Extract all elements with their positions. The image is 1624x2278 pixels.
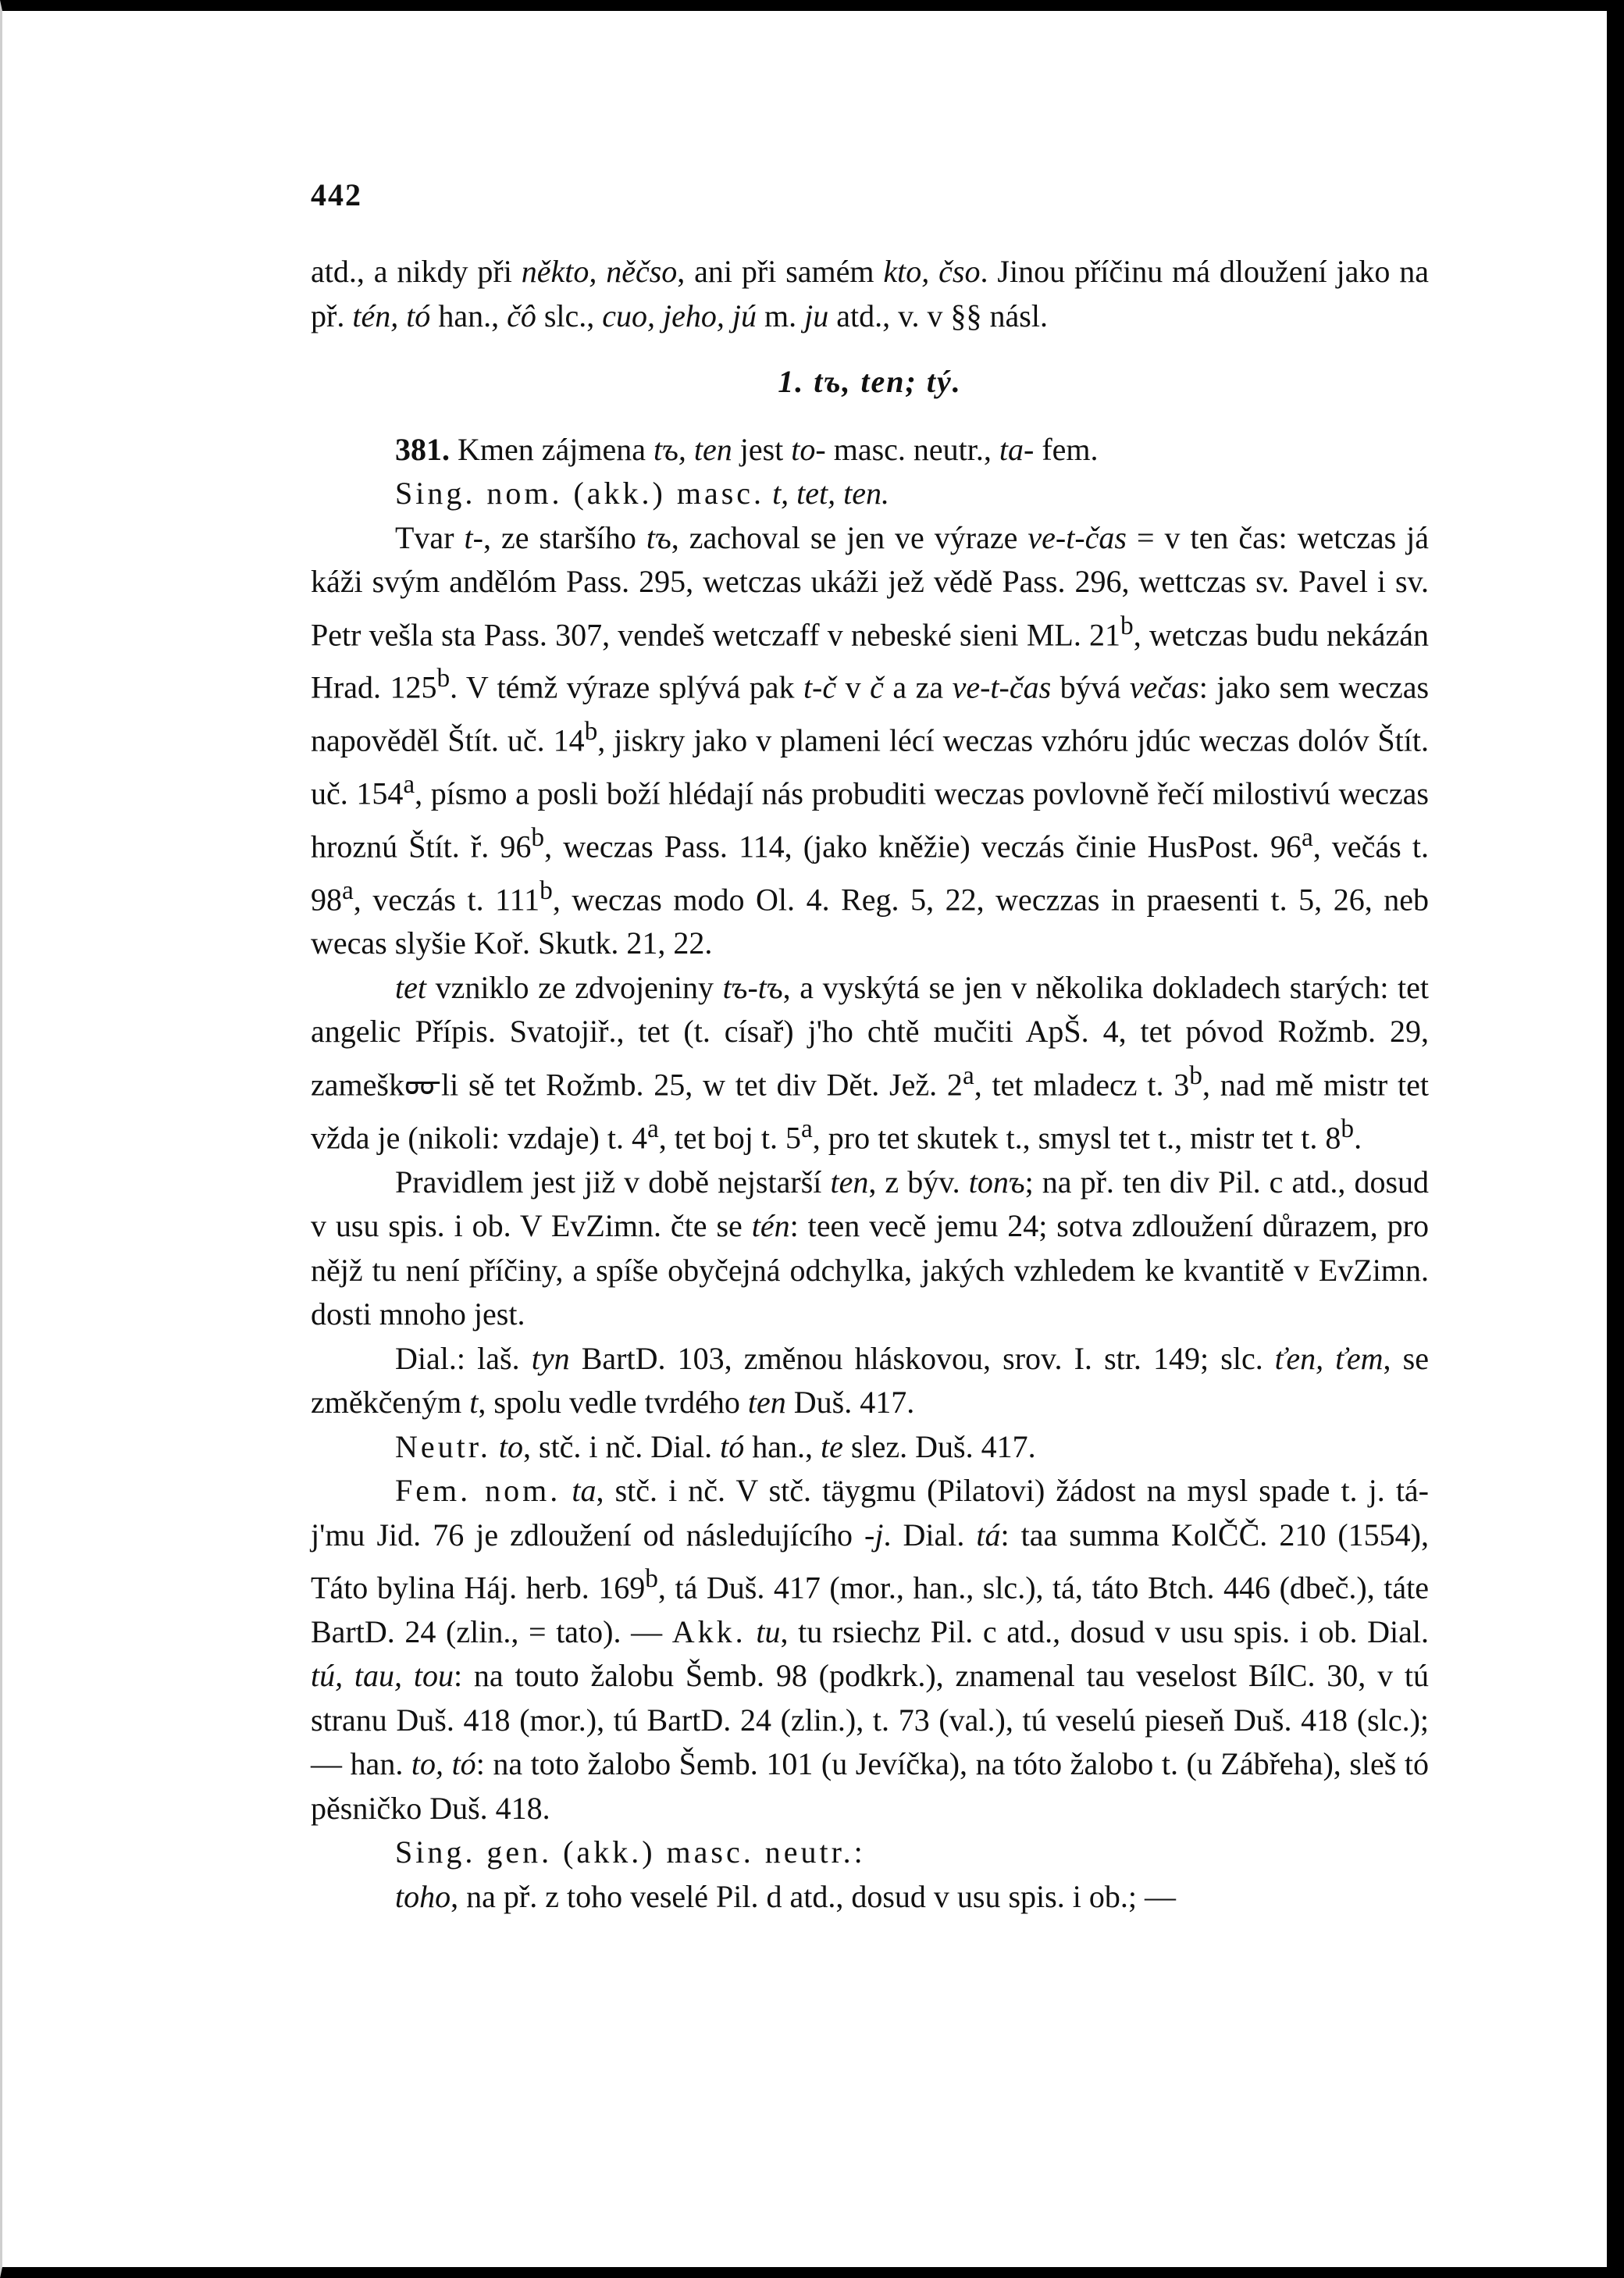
paragraph-continuation: atd., a nikdy při někto, něčso, ani při samém kto, čso. Jinou příčinu má dloužení jako na př. tén, tó han., čô slc., cuo, jeho, jú m. ju atd., v. v §§ násl. (311, 254, 1429, 333)
paragraph: Pravidlem jest již v době nejstarší ten, z býv. tonъ; na př. ten div Pil. c atd., dosud v usu spis. i ob. V EvZimn. čte se tén: teen vecě jemu 24; sotva zdloužení důrazem, pro nějž tu není příčiny, a spíše obyčejná odchylka, jakých vzhledem ke kvantitě v EvZimn. dosti mnoho jest. (311, 1164, 1430, 1332)
paragraph: Sing. nom. (akk.) masc. t, tet, ten. (395, 476, 890, 511)
page-body (311, 250, 1429, 1919)
paragraph: Sing. gen. (akk.) masc. neutr.: (395, 1834, 866, 1870)
paragraph: Dial.: laš. tyn BartD. 103, změnou hláskovou, srov. I. str. 149; slc. ťen, ťem, se změkčeným t, spolu vedle tvrdého ten Duš. 417. (311, 1340, 1429, 1421)
paragraph: Fem. nom. ta, stč. i nč. V stč. täygmu (Pilatovi) žádost na mysl spade t. j. tá-j'mu Jid. 76 je zdloužení od následujícího -j. Dial. tá: taa summa KolČČ. 210 (1554), Táto bylina Háj. herb. 169$^b$, tá Duš. 417 (mor., han., slc.), tá, táto Btch. 446 (dbeč.), táte BartD. 24 (zlin., = tato). — Akk. tu, tu rsiechz Pil. c atd., dosud v usu spis. i ob. Dial. tú, tau, tou: na touto žalobu Šemb. 98 (podkrk.), znamenal tau veselost BílC. 30, v tú stranu Duš. 418 (mor.), tú BartD. 24 (zlin.), t. 73 (val.), tú veselú pieseň Duš. 418 (slc.); — han. to, tó: na toto žalobo Šemb. 101 (u Jevíčka), na tóto žalobo t. (u Zábřeha), sleš tó pěsničko Duš. 418. (311, 1473, 1430, 1826)
section-heading: 1. tъ, ten; tý. (778, 364, 962, 399)
paragraph: tet vzniklo ze zdvojeniny tъ-tъ, a vyskýtá se jen v několika dokladech starých: tet angelic Přípis. Svatojiř., tet (t. císař) j'ho chtě mučiti ApŠ. 4, tet póvod Rožmb. 29, zameškᡂli sě tet Rožmb. 25, w tet div Dět. Jež. 2$^a$, tet mladecz t. 3$^b$, nad mě mistr tet vžda je (nikoli: vzdaje) t. 4$^a$, tet boj t. 5$^a$, pro tet skutek t., smysl tet t., mistr tet t. 8$^b$. (311, 969, 1430, 1156)
page-number: 442 (311, 177, 362, 212)
paragraph: Tvar t-, ze staršího tъ, zachoval se jen ve výraze ve-t-čas = v ten čas: wetczas já káži svým andělóm Pass. 295, wetczas ukáži jež vědě Pass. 296, wettczas sv. Pavel i sv. Petr vešla sta Pass. 307, vendeš wetczaff v nebeské sieni ML. 21$^b$, wetczas budu nekázán Hrad. 125$^b$. V témž výraze splývá pak t-č v č a za ve-t-čas bývá večas: jako sem weczas napověděl Štít. uč. 14$^b$, jiskry jako v plameni lécí weczas vzhóru jdúc weczas dolóv Štít. uč. 154$^a$, písmo a posli boží hlédají nás probuditi weczas povlovně řečí milostivú weczas hroznú Štít. ř. 96$^b$, weczas Pass. 114, (jako kněžie) veczás činie HusPost. 96$^a$, večás t. 98$^a$, veczás t. 111$^b$, weczas modo Ol. 4. Reg. 5, 22, weczzas in praesenti t. 5, 26, neb wecas slyšie Koř. Skutk. 21, 22. (311, 519, 1430, 961)
paragraph: toho, na př. z toho veselé Pil. d atd., dosud v usu spis. i ob.; — (395, 1878, 1176, 1914)
paragraph: Neutr. to, stč. i nč. Dial. tó han., te slez. Duš. 417. (395, 1428, 1036, 1464)
paragraph: 381. Kmen zájmena tъ, ten jest to- masc. neutr., ta- fem. (395, 431, 1099, 467)
